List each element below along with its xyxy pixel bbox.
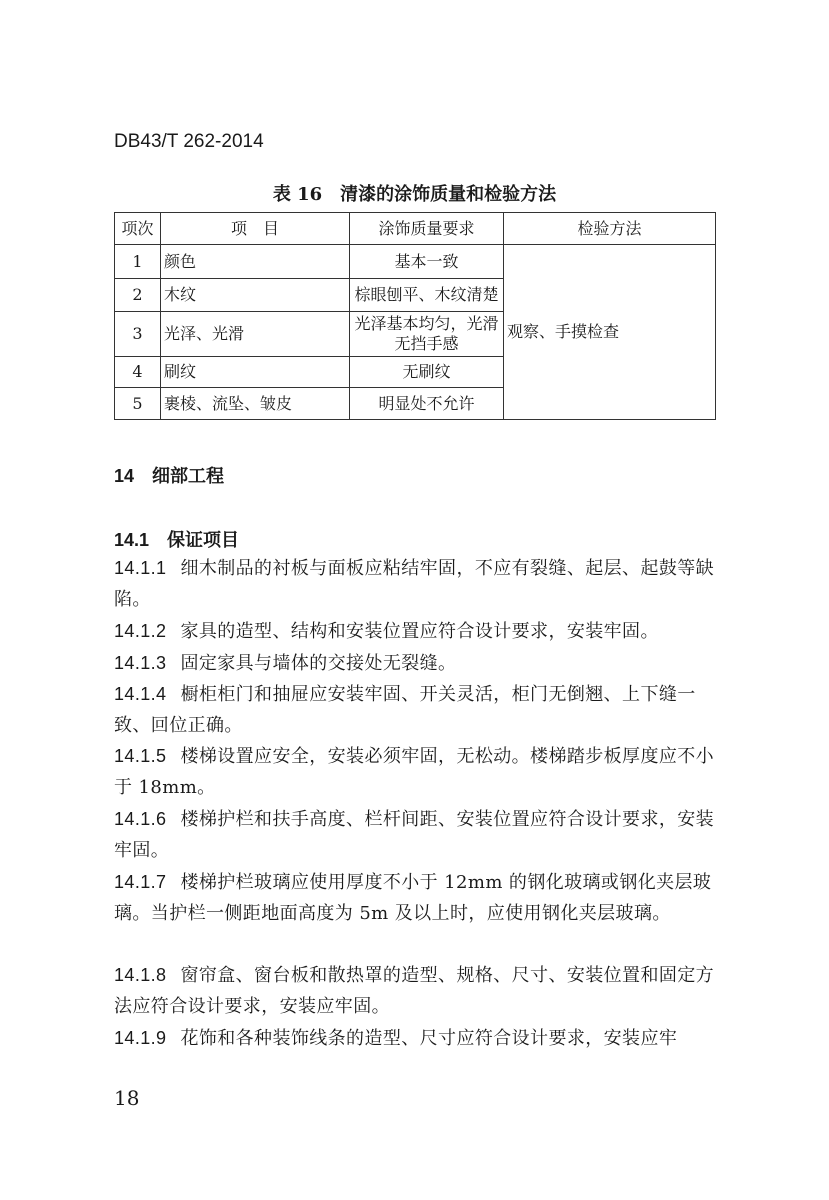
row-requirement: 无刷纹 [350,357,504,388]
clause-number: 14.1.4 [114,684,167,704]
row-item: 光泽、光滑 [161,312,350,357]
subsection-heading [114,526,239,552]
clause-number: 14.1.7 [114,872,167,892]
clause-text: 家具的造型、结构和安装位置应符合设计要求，安装牢固。 [180,621,659,642]
section-heading [114,462,224,488]
table-row [115,245,716,279]
table-title: 表 16 清漆的涂饰质量和检验方法 [272,184,557,205]
row-number: 3 [115,312,161,357]
row-requirement: 棕眼刨平、木纹清楚 [350,279,504,312]
clause-text: 花饰和各种装饰线条的造型、尺寸应符合设计要求，安装应牢 [180,1028,678,1049]
row-requirement: 基本一致 [350,245,504,279]
clause-number: 14.1.3 [114,653,167,673]
column-header: 项次 [115,213,161,245]
row-requirement: 光泽基本均匀，光滑无挡手感 [350,312,504,357]
section-title: 细部工程 [152,466,225,487]
clause-number: 14.1.6 [114,809,167,829]
clause [114,960,718,1022]
row-number: 4 [115,357,161,388]
clause [114,679,718,741]
page-number: 18 [114,1086,140,1110]
clause-number: 14.1.8 [114,965,167,985]
clause [114,867,718,929]
row-item: 木纹 [161,279,350,312]
clause-text: 窗帘盒、窗台板和散热罩的造型、规格、尺寸、安装位置和固定方法应符合设计要求，安装应牢固。 [114,965,715,1017]
clause-text: 楼梯护栏玻璃应使用厚度不小于 12mm 的钢化玻璃或钢化夹层玻璃。当护栏一侧距地面高度为 5m 及以上时，应使用钢化夹层玻璃。 [114,872,712,924]
clause-number: 14.1.1 [114,558,167,578]
row-requirement: 明显处不允许 [350,388,504,420]
clause-text: 固定家具与墙体的交接处无裂缝。 [180,653,457,674]
clause-text: 楼梯护栏和扶手高度、栏杆间距、安装位置应符合设计要求，安装牢固。 [114,809,715,861]
row-number: 5 [115,388,161,420]
row-number: 2 [115,279,161,312]
clause-number: 14.1.5 [114,746,167,766]
column-header: 检验方法 [504,213,716,245]
clause-number: 14.1.2 [114,621,167,641]
quality-table [114,212,716,420]
clause-text: 橱柜柜门和抽屉应安装牢固、开关灵活，柜门无倒翘、上下缝一致、回位正确。 [114,684,696,736]
section-number: 14 [114,466,135,486]
clause [114,741,718,803]
clause [114,1023,718,1054]
clause-text: 细木制品的衬板与面板应粘结牢固，不应有裂缝、起层、起鼓等缺陷。 [114,558,715,610]
row-item: 颜色 [161,245,350,279]
row-number: 1 [115,245,161,279]
subsection-title: 保证项目 [167,530,240,551]
inspection-method: 观察、手摸检查 [504,245,716,420]
clause-text: 楼梯设置应安全，安装必须牢固，无松动。楼梯踏步板厚度应不小于 18mm。 [114,746,715,798]
row-item: 刷纹 [161,357,350,388]
row-item: 裹棱、流坠、皱皮 [161,388,350,420]
column-header: 涂饰质量要求 [350,213,504,245]
clause [114,804,718,866]
clause [114,616,718,647]
subsection-number: 14.1 [114,530,150,550]
clause [114,648,718,679]
table-header-row [115,213,716,245]
column-header: 项 目 [161,213,350,245]
clause-number: 14.1.9 [114,1028,167,1048]
standard-code: DB43/T 262-2014 [114,131,264,152]
clause [114,553,718,615]
